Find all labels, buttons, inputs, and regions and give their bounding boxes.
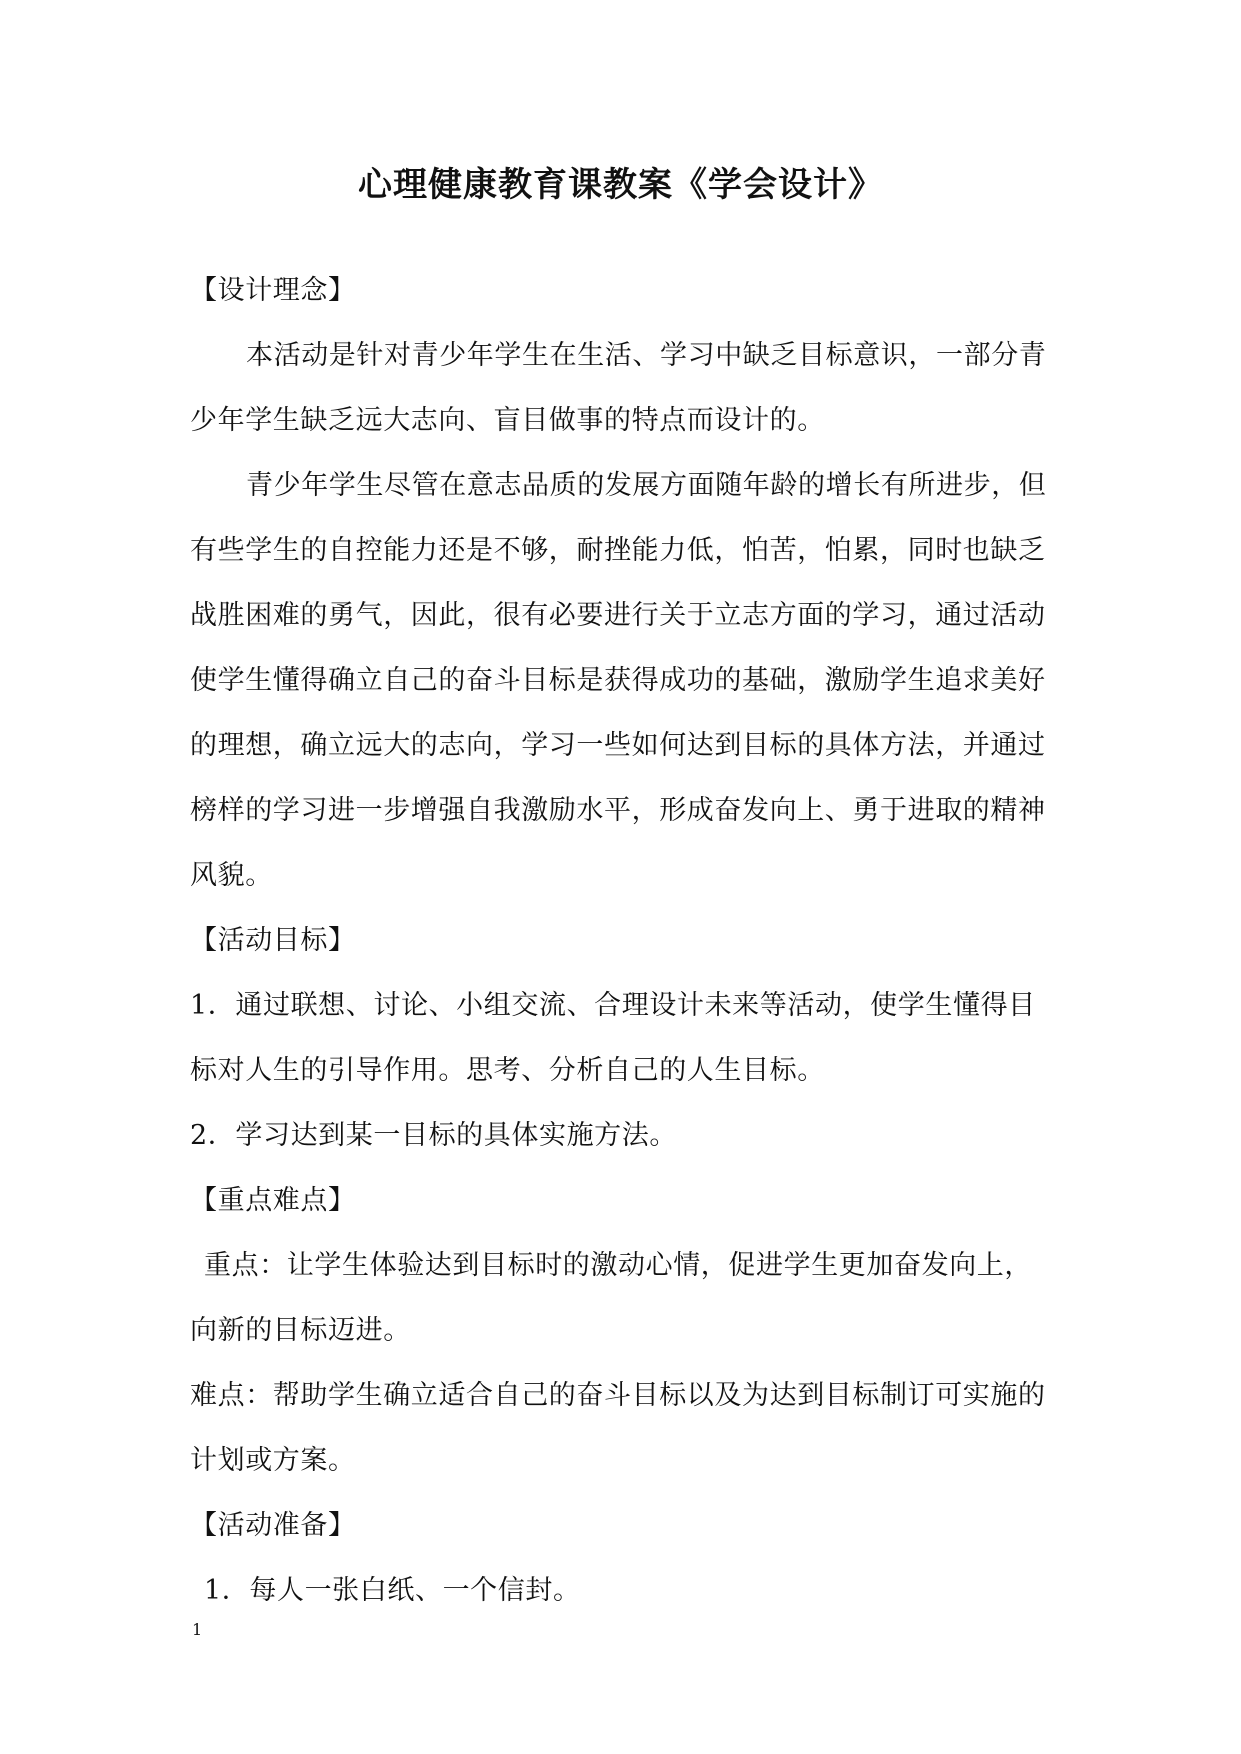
document-title: 心理健康教育课教案《学会设计》	[358, 165, 883, 205]
difficult-point: 难点：帮助学生确立适合自己的奋斗目标以及为达到目标制订可实施的计划或方案。	[190, 1380, 1046, 1476]
section-heading-concept: 【设计理念】	[190, 275, 356, 306]
key-point: 重点：让学生体验达到目标时的激动心情，促进学生更加奋发向上，向新的目标迈进。	[190, 1250, 1032, 1346]
section-heading-preparation: 【活动准备】	[190, 1510, 356, 1541]
paragraph-concept-1: 本活动是针对青少年学生在生活、学习中缺乏目标意识，一部分青少年学生缺乏远大志向、盲目做事的特点而设计的。	[190, 340, 1047, 436]
paragraph-concept-2: 青少年学生尽管在意志品质的发展方面随年龄的增长有所进步，但有些学生的自控能力还是不够，耐挫能力低，怕苦，怕累，同时也缺乏战胜困难的勇气，因此，很有必要进行关于立志方面的学习，通过活动使学生懂得确立自己的奋斗目标是获得成功的基础，激励学生追求美好的理想，确立远大的志向，学习一些如何达到目标的具体方法，并通过榜样的学习进一步增强自我激励水平，形成奋发向上、勇于进取的精神风貌。	[190, 470, 1047, 891]
goal-item-2: 2．学习达到某一目标的具体实施方法。	[190, 1120, 677, 1151]
goal-item-1: 1．通过联想、讨论、小组交流、合理设计未来等活动，使学生懂得目标对人生的引导作用。思考、分析自己的人生目标。	[190, 990, 1036, 1086]
prep-item-1: 1．每人一张白纸、一个信封。	[204, 1575, 581, 1606]
page-number: 1	[192, 1620, 203, 1639]
section-heading-key-points: 【重点难点】	[190, 1185, 356, 1216]
document-body	[190, 258, 1056, 1623]
section-heading-goals: 【活动目标】	[190, 925, 356, 956]
